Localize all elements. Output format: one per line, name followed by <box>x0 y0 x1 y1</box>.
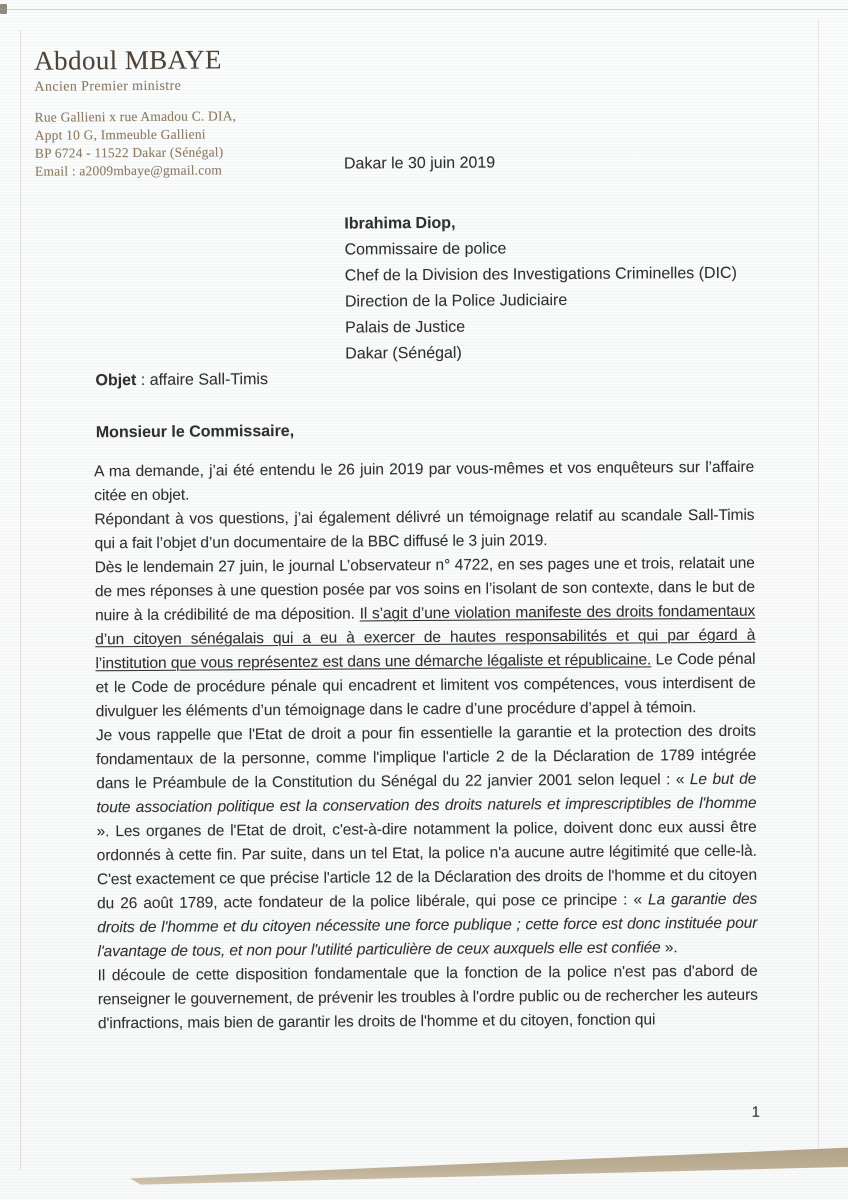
subject-value: : affaire Sall-Timis <box>136 371 269 390</box>
sender-address <box>35 107 237 180</box>
paragraph-4 <box>96 720 758 965</box>
paragraph-4-pre: Je vous rappelle que l'Etat de droit a pour fin essentielle la garantie et la protection des droits fondamentaux de la personne, comme l'implique l'article 2 de la Déclaration de 1789 intégrée dans le Préambule de la Constitution du Sénégal du 22 janvier 2001 selon lequel : « <box>95 722 757 793</box>
page-number: 1 <box>751 1103 760 1121</box>
sender-address-line: Appt 10 G, Immeuble Gallieni <box>34 126 206 143</box>
paragraph-3-post: Le Code pénal et le Code de procédure pénale qui encadrent et limitent vos compétences, vous interdisent de divulguer les éléments d’un témoignage dans le cadre d’une procédure d’appel à témoin. <box>95 650 756 721</box>
date-line: Dakar le 30 juin 2019 <box>343 154 496 173</box>
recipient-name: Ibrahima Diop, <box>344 214 456 233</box>
underlined-passage: Il s’agit d’une violation manifeste des droits fondamentaux d’un citoyen sénégalais qui a eu à exercer de hautes responsabilités et qui par égard à l’institution que vous représentez est dans une démarche légaliste et républicaine. <box>95 602 756 673</box>
sender-address-line: Rue Gallieni x rue Amadou C. DIA, <box>34 108 237 125</box>
recipient-line: Chef de la Division des Investigations Criminelles (DIC) <box>344 264 737 285</box>
quotation-declaration-art2: Le but de toute association politique est la conservation des droits naturels et imprescriptibles de l'homme <box>96 770 757 817</box>
recipient-line: Commissaire de police <box>344 240 507 259</box>
sender-address-line: BP 6724 - 11522 Dakar (Sénégal) <box>34 144 224 161</box>
paragraph-3-pre: Dès le lendemain 27 juin, le journal L’observateur n° 4722, en ses pages une et trois, relatait une de mes réponses à une question posée par vos soins en l’isolant de son contexte, dans le but de nuire à la crédibilité de ma déposition. <box>94 554 755 625</box>
paragraph-5: Il découle de cette disposition fondamentale que la fonction de la police n'est pas d'abord de renseigner le gouvernement, de prévenir les troubles à l'ordre public ou de rechercher les auteurs d'infractions, mais bien de garantir les droits de l'homme et du citoyen, fonction qui <box>97 962 758 1033</box>
recipient-line: Dakar (Sénégal) <box>345 344 462 363</box>
sender-name: Abdoul MBAYE <box>34 44 222 76</box>
subject-line <box>95 371 268 390</box>
sender-title: Ancien Premier ministre <box>34 78 182 95</box>
recipient-block <box>344 209 737 368</box>
letter-body <box>94 456 758 1037</box>
salutation: Monsieur le Commissaire, <box>95 422 295 442</box>
paragraph-3 <box>95 552 756 725</box>
recipient-line: Direction de la Police Judiciaire <box>344 291 568 311</box>
letterhead <box>34 43 237 180</box>
quotation-declaration-art12: La garantie des droits de l'homme et du citoyen nécessite une force publique ; cette force est donc instituée pour l'avantage de tous, et non pour l'utilité particulière de ceux auxquels elle est confiée <box>97 890 758 961</box>
subject-label: Objet <box>95 372 137 390</box>
paragraph-2: Répondant à vos questions, j’ai également délivré un témoignage relatif au scandale Sall-Timis qui a fait l’objet d’un documentaire de la BBC diffusé le 3 juin 2019. <box>94 506 755 553</box>
recipient-line: Palais de Justice <box>345 318 466 337</box>
paragraph-4-mid: ». Les organes de l'Etat de droit, c'est-à-dire notamment la police, doivent donc eux aussi être ordonnés à cette fin. Par suite, dans un tel Etat, la police n'a aucune autre légitimité que celle-là. C'est exactement ce que précise l'article 12 de la Déclaration des droits de l'homme et du citoyen du 26 août 1789, acte fondateur de la police libérale, qui pose ce principe : « <box>96 818 757 913</box>
paragraph-1: A ma demande, j’ai été entendu le 26 juin 2019 par vous-mêmes et vos enquêteurs sur l’affaire citée en objet. <box>94 458 755 505</box>
sender-email: Email : a2009mbaye@gmail.com <box>34 162 223 179</box>
paragraph-4-post: ». <box>660 939 678 957</box>
